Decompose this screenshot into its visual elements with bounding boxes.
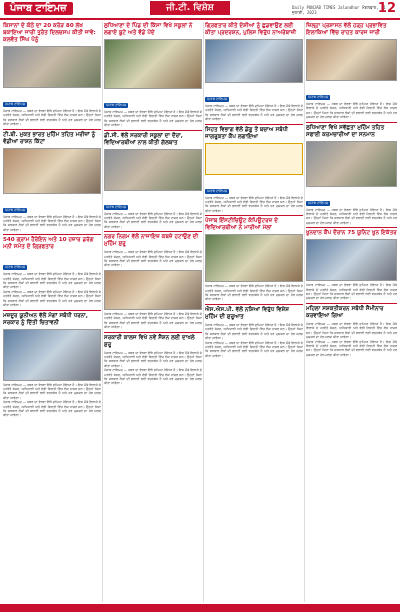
column-1 (3, 22, 101, 602)
footer-bar (0, 604, 400, 612)
headline: ਨਗਰ ਨਿਗਮ ਵੱਲੋਂ ਨਾਜਾਇਜ਼ ਕਬਜ਼ੇ ਹਟਾਉਣ ਦੀ ਮੁਹਿੰਮ ਸ਼ੁਰੂ (104, 234, 199, 248)
byline-tag: ਪੰਜਾਬ ਟਾਇਮਜ਼ (5, 207, 26, 212)
column-2 (104, 22, 202, 602)
byline-tag: ਪੰਜਾਬ ਟਾਇਮਜ਼ (207, 97, 228, 101)
divider (3, 310, 101, 311)
divider (306, 303, 397, 304)
byline-tag: ਪੰਜਾਬ ਟਾਇਮਜ਼ (308, 200, 329, 205)
byline-tag: ਪੰਜਾਬ ਟਾਇਮਜ਼ (106, 103, 127, 107)
column-4 (306, 22, 397, 602)
article-text: ਪੰਜਾਬ ਟਾਇਮਜ਼ — ਖ਼ਬਰ ਦਾ ਵੇਰਵਾ ਇੱਥੇ ਛਪਿਆ ਹੋਇਆ ਹੈ। ਇਸ ਮੌਕੇ ਇਲਾਕੇ ਦੇ ਪਤਵੰਤੇ ਸੱਜਣ, ਅਧਿਕਾਰੀ ਅਤੇ ਵੱਡੀ ਗਿਣਤੀ ਵਿੱਚ ਲੋਕ ਹਾਜ਼ਰ ਸਨ। ਉਨ੍ਹਾਂ ਕਿਹਾ ਕਿ ਸਰਕਾਰ ਲੋਕਾਂ ਦੀ ਭਲਾਈ ਲਈ ਵਚਨਬੱਧ ਹੈ ਅਤੇ ਹਰ ਮੁਸ਼ਕਲ ਦਾ ਹੱਲ ਜਲਦ ਕੀਤਾ ਜਾਵੇਗਾ। (205, 284, 303, 302)
article-text: ਪੰਜਾਬ ਟਾਇਮਜ਼ — ਖ਼ਬਰ ਦਾ ਵੇਰਵਾ ਇੱਥੇ ਛਪਿਆ ਹੋਇਆ ਹੈ। ਇਸ ਮੌਕੇ ਇਲਾਕੇ ਦੇ ਪਤਵੰਤੇ ਸੱਜਣ, ਅਧਿਕਾਰੀ ਅਤੇ ਵੱਡੀ ਗਿਣਤੀ ਵਿੱਚ ਲੋਕ ਹਾਜ਼ਰ ਸਨ। ਉਨ੍ਹਾਂ ਕਿਹਾ ਕਿ ਸਰਕਾਰ ਲੋਕਾਂ ਦੀ ਭਲਾਈ ਲਈ ਵਚਨਬੱਧ ਹੈ ਅਤੇ ਹਰ ਮੁਸ਼ਕਲ ਦਾ ਹੱਲ ਜਲਦ ਕੀਤਾ ਜਾਵੇਗਾ। (205, 340, 303, 358)
column-divider (304, 22, 305, 602)
column-3 (205, 22, 303, 602)
article-text: ਪੰਜਾਬ ਟਾਇਮਜ਼ — ਖ਼ਬਰ ਦਾ ਵੇਰਵਾ ਇੱਥੇ ਛਪਿਆ ਹੋਇਆ ਹੈ। ਇਸ ਮੌਕੇ ਇਲਾਕੇ ਦੇ ਪਤਵੰਤੇ ਸੱਜਣ, ਅਧਿਕਾਰੀ ਅਤੇ ਵੱਡੀ ਗਿਣਤੀ ਵਿੱਚ ਲੋਕ ਹਾਜ਼ਰ ਸਨ। ਉਨ੍ਹਾਂ ਕਿਹਾ ਕਿ ਸਰਕਾਰ ਲੋਕਾਂ ਦੀ ਭਲਾਈ ਲਈ ਵਚਨਬੱਧ ਹੈ ਅਤੇ ਹਰ ਮੁਸ਼ਕਲ ਦਾ ਹੱਲ ਜਲਦ ਕੀਤਾ ਜਾਵੇਗਾ। (205, 322, 303, 341)
article-text: ਪੰਜਾਬ ਟਾਇਮਜ਼ — ਖ਼ਬਰ ਦਾ ਵੇਰਵਾ ਇੱਥੇ ਛਪਿਆ ਹੋਇਆ ਹੈ। ਇਸ ਮੌਕੇ ਇਲਾਕੇ ਦੇ ਪਤਵੰਤੇ ਸੱਜਣ, ਅਧਿਕਾਰੀ ਅਤੇ ਵੱਡੀ ਗਿਣਤੀ ਵਿੱਚ ਲੋਕ ਹਾਜ਼ਰ ਸਨ। ਉਨ੍ਹਾਂ ਕਿਹਾ ਕਿ ਸਰਕਾਰ ਲੋਕਾਂ ਦੀ ਭਲਾਈ ਲਈ ਵਚਨਬੱਧ ਹੈ ਅਤੇ ਹਰ ਮੁਸ਼ਕਲ ਦਾ ਹੱਲ ਜਲਦ ਕੀਤਾ ਜਾਵੇਗਾ। (104, 368, 202, 386)
divider (3, 129, 101, 130)
article-text: ਪੰਜਾਬ ਟਾਇਮਜ਼ — ਖ਼ਬਰ ਦਾ ਵੇਰਵਾ ਇੱਥੇ ਛਪਿਆ ਹੋਇਆ ਹੈ। ਇਸ ਮੌਕੇ ਇਲਾਕੇ ਦੇ ਪਤਵੰਤੇ ਸੱਜਣ, ਅਧਿਕਾਰੀ ਅਤੇ ਵੱਡੀ ਗਿਣਤੀ ਵਿੱਚ ਲੋਕ ਹਾਜ਼ਰ ਸਨ। ਉਨ੍ਹਾਂ ਕਿਹਾ ਕਿ ਸਰਕਾਰ ਲੋਕਾਂ ਦੀ ਭਲਾਈ ਲਈ ਵਚਨਬੱਧ ਹੈ ਅਤੇ ਹਰ ਮੁਸ਼ਕਲ ਦਾ ਹੱਲ ਜਲਦ ਕੀਤਾ ਜਾਵੇਗਾ। (205, 195, 303, 213)
article-text: ਪੰਜਾਬ ਟਾਇਮਜ਼ — ਖ਼ਬਰ ਦਾ ਵੇਰਵਾ ਇੱਥੇ ਛਪਿਆ ਹੋਇਆ ਹੈ। ਇਸ ਮੌਕੇ ਇਲਾਕੇ ਦੇ ਪਤਵੰਤੇ ਸੱਜਣ, ਅਧਿਕਾਰੀ ਅਤੇ ਵੱਡੀ ਗਿਣਤੀ ਵਿੱਚ ਲੋਕ ਹਾਜ਼ਰ ਸਨ। ਉਨ੍ਹਾਂ ਕਿਹਾ ਕਿ ਸਰਕਾਰ ਲੋਕਾਂ ਦੀ ਭਲਾਈ ਲਈ ਵਚਨਬੱਧ ਹੈ ਅਤੇ ਹਰ ਮੁਸ਼ਕਲ ਦਾ ਹੱਲ ਜਲਦ ਕੀਤਾ ਜਾਵੇਗਾ। (104, 211, 202, 229)
headline: ਖੂਨਦਾਨ ਕੈਂਪ ਦੌਰਾਨ 75 ਯੂਨਿਟ ਖੂਨ ਇਕੱਤਰ (306, 230, 397, 237)
headline: ਪੰਜਾਬ ਇੰਸਟੀਚਿਊਟ ਕੰਪਿਊਟਰਜ਼ ਦੇ ਵਿਦਿਆਰਥੀਆਂ ਨੇ ਮਾਰੀਆਂ ਮੱਲਾਂ (205, 218, 278, 232)
headline: ਸਿਹਤ ਵਿਭਾਗ ਵੱਲੋਂ ਡੇਂਗੂ ਤੋਂ ਬਚਾਅ ਸਬੰਧੀ ਜਾਗਰੂਕਤਾ ਕੈਂਪ ਲਗਾਇਆ (205, 126, 288, 140)
article-text: ਪੰਜਾਬ ਟਾਇਮਜ਼ — ਖ਼ਬਰ ਦਾ ਵੇਰਵਾ ਇੱਥੇ ਛਪਿਆ ਹੋਇਆ ਹੈ। ਇਸ ਮੌਕੇ ਇਲਾਕੇ ਦੇ ਪਤਵੰਤੇ ਸੱਜਣ, ਅਧਿਕਾਰੀ ਅਤੇ ਵੱਡੀ ਗਿਣਤੀ ਵਿੱਚ ਲੋਕ ਹਾਜ਼ਰ ਸਨ। ਉਨ੍ਹਾਂ ਕਿਹਾ ਕਿ ਸਰਕਾਰ ਲੋਕਾਂ ਦੀ ਭਲਾਈ ਲਈ ਵਚਨਬੱਧ ਹੈ ਅਤੇ ਹਰ ਮੁਸ਼ਕਲ ਦਾ ਹੱਲ ਜਲਦ ਕੀਤਾ ਜਾਵੇਗਾ। (3, 382, 101, 400)
news-photo (104, 270, 202, 310)
page-number: 12 (377, 1, 396, 16)
article-text: ਪੰਜਾਬ ਟਾਇਮਜ਼ — ਖ਼ਬਰ ਦਾ ਵੇਰਵਾ ਇੱਥੇ ਛਪਿਆ ਹੋਇਆ ਹੈ। ਇਸ ਮੌਕੇ ਇਲਾਕੇ ਦੇ ਪਤਵੰਤੇ ਸੱਜਣ, ਅਧਿਕਾਰੀ ਅਤੇ ਵੱਡੀ ਗਿਣਤੀ ਵਿੱਚ ਲੋਕ ਹਾਜ਼ਰ ਸਨ। ਉਨ੍ਹਾਂ ਕਿਹਾ ਕਿ ਸਰਕਾਰ ਲੋਕਾਂ ਦੀ ਭਲਾਈ ਲਈ ਵਚਨਬੱਧ ਹੈ ਅਤੇ ਹਰ ਮੁਸ਼ਕਲ ਦਾ ਹੱਲ ਜਲਦ ਕੀਤਾ ਜਾਵੇਗਾ। (306, 339, 397, 357)
news-photo (104, 39, 202, 89)
divider (205, 124, 303, 125)
article-text: ਪੰਜਾਬ ਟਾਇਮਜ਼ — ਖ਼ਬਰ ਦਾ ਵੇਰਵਾ ਇੱਥੇ ਛਪਿਆ ਹੋਇਆ ਹੈ। ਇਸ ਮੌਕੇ ਇਲਾਕੇ ਦੇ ਪਤਵੰਤੇ ਸੱਜਣ, ਅਧਿਕਾਰੀ ਅਤੇ ਵੱਡੀ ਗਿਣਤੀ ਵਿੱਚ ਲੋਕ ਹਾਜ਼ਰ ਸਨ। ਉਨ੍ਹਾਂ ਕਿਹਾ ਕਿ ਸਰਕਾਰ ਲੋਕਾਂ ਦੀ ਭਲਾਈ ਲਈ ਵਚਨਬੱਧ ਹੈ ਅਤੇ ਹਰ ਮੁਸ਼ਕਲ ਦਾ ਹੱਲ ਜਲਦ ਕੀਤਾ ਜਾਵੇਗਾ। (104, 350, 202, 368)
article-text: ਪੰਜਾਬ ਟਾਇਮਜ਼ — ਖ਼ਬਰ ਦਾ ਵੇਰਵਾ ਇੱਥੇ ਛਪਿਆ ਹੋਇਆ ਹੈ। ਇਸ ਮੌਕੇ ਇਲਾਕੇ ਦੇ ਪਤਵੰਤੇ ਸੱਜਣ, ਅਧਿਕਾਰੀ ਅਤੇ ਵੱਡੀ ਗਿਣਤੀ ਵਿੱਚ ਲੋਕ ਹਾਜ਼ਰ ਸਨ। ਉਨ੍ਹਾਂ ਕਿਹਾ ਕਿ ਸਰਕਾਰ ਲੋਕਾਂ ਦੀ ਭਲਾਈ ਲਈ ਵਚਨਬੱਧ ਹੈ ਅਤੇ ਹਰ ਮੁਸ਼ਕਲ ਦਾ ਹੱਲ ਜਲਦ ਕੀਤਾ ਜਾਵੇਗਾ। (104, 250, 202, 268)
headline: ਡੀ.ਸੀ. ਵੱਲੋਂ ਸਰਕਾਰੀ ਸਕੂਲਾਂ ਦਾ ਦੌਰਾ, ਵਿਦਿਆਰਥੀਆਂ ਨਾਲ ਕੀਤੀ ਗੱਲਬਾਤ (104, 132, 183, 146)
column-divider (203, 22, 204, 602)
divider (205, 215, 303, 216)
article-text: ਪੰਜਾਬ ਟਾਇਮਜ਼ — ਖ਼ਬਰ ਦਾ ਵੇਰਵਾ ਇੱਥੇ ਛਪਿਆ ਹੋਇਆ ਹੈ। ਇਸ ਮੌਕੇ ਇਲਾਕੇ ਦੇ ਪਤਵੰਤੇ ਸੱਜਣ, ਅਧਿਕਾਰੀ ਅਤੇ ਵੱਡੀ ਗਿਣਤੀ ਵਿੱਚ ਲੋਕ ਹਾਜ਼ਰ ਸਨ। ਉਨ੍ਹਾਂ ਕਿਹਾ ਕਿ ਸਰਕਾਰ ਲੋਕਾਂ ਦੀ ਭਲਾਈ ਲਈ ਵਚਨਬੱਧ ਹੈ ਅਤੇ ਹਰ ਮੁਸ਼ਕਲ ਦਾ ਹੱਲ ਜਲਦ ਕੀਤਾ ਜਾਵੇਗਾ। (3, 400, 101, 418)
headline: ਐਸ.ਐਸ.ਪੀ. ਵੱਲੋਂ ਨਸ਼ਿਆਂ ਵਿਰੁੱਧ ਵਿਸ਼ੇਸ਼ ਮੁਹਿੰਮ ਦੀ ਸ਼ੁਰੂਆਤ (205, 306, 289, 320)
headline: ਗ੍ਰਿਫਤਾਰ ਕੀਤੇ ਦੋਸ਼ੀਆਂ ਨੂੰ ਛੁਡਵਾਉਣ ਲਈ ਕੀਤਾ ਪ੍ਰਦਰਸ਼ਨ, ਪੁਲਿਸ ਵਿਰੁੱਧ ਨਾਅਰੇਬਾਜ਼ੀ (205, 23, 297, 36)
news-photo (205, 39, 303, 83)
byline-tag: ਪੰਜਾਬ ਟਾਇਮਜ਼ (308, 95, 329, 99)
news-photo (104, 149, 202, 191)
divider (306, 227, 397, 228)
article-text: ਪੰਜਾਬ ਟਾਇਮਜ਼ — ਖ਼ਬਰ ਦਾ ਵੇਰਵਾ ਇੱਥੇ ਛਪਿਆ ਹੋਇਆ ਹੈ। ਇਸ ਮੌਕੇ ਇਲਾਕੇ ਦੇ ਪਤਵੰਤੇ ਸੱਜਣ, ਅਧਿਕਾਰੀ ਅਤੇ ਵੱਡੀ ਗਿਣਤੀ ਵਿੱਚ ਲੋਕ ਹਾਜ਼ਰ ਸਨ। ਉਨ੍ਹਾਂ ਕਿਹਾ ਕਿ ਸਰਕਾਰ ਲੋਕਾਂ ਦੀ ਭਲਾਈ ਲਈ ਵਚਨਬੱਧ ਹੈ ਅਤੇ ਹਰ ਮੁਸ਼ਕਲ ਦਾ ਹੱਲ ਜਲਦ ਕੀਤਾ ਜਾਵੇਗਾ। (306, 321, 397, 340)
article-text: ਪੰਜਾਬ ਟਾਇਮਜ਼ — ਖ਼ਬਰ ਦਾ ਵੇਰਵਾ ਇੱਥੇ ਛਪਿਆ ਹੋਇਆ ਹੈ। ਇਸ ਮੌਕੇ ਇਲਾਕੇ ਦੇ ਪਤਵੰਤੇ ਸੱਜਣ, ਅਧਿਕਾਰੀ ਅਤੇ ਵੱਡੀ ਗਿਣਤੀ ਵਿੱਚ ਲੋਕ ਹਾਜ਼ਰ ਸਨ। ਉਨ੍ਹਾਂ ਕਿਹਾ ਕਿ ਸਰਕਾਰ ਲੋਕਾਂ ਦੀ ਭਲਾਈ ਲਈ ਵਚਨਬੱਧ ਹੈ ਅਤੇ ਹਰ ਮੁਸ਼ਕਲ ਦਾ ਹੱਲ ਜਲਦ ਕੀਤਾ ਜਾਵੇਗਾ। (306, 207, 397, 225)
headline: ਕਿਸਾਨਾਂ ਦੇ ਕੋਠੇ ਦਾ 20 ਕਰੋੜ 80 ਲੱਖ ਬਕਾਇਆ ਜਾਰੀ ਤੁਰੰਤ ਦਿਲਚਸਪ ਕੀਤੀ ਜਾਵੇ: ਕਲਵੰਤ ਸਿੰਘ ਪੰਨੂੰ (3, 23, 96, 43)
article-text: ਪੰਜਾਬ ਟਾਇਮਜ਼ — ਖ਼ਬਰ ਦਾ ਵੇਰਵਾ ਇੱਥੇ ਛਪਿਆ ਹੋਇਆ ਹੈ। ਇਸ ਮੌਕੇ ਇਲਾਕੇ ਦੇ ਪਤਵੰਤੇ ਸੱਜਣ, ਅਧਿਕਾਰੀ ਅਤੇ ਵੱਡੀ ਗਿਣਤੀ ਵਿੱਚ ਲੋਕ ਹਾਜ਼ਰ ਸਨ। ਉਨ੍ਹਾਂ ਕਿਹਾ ਕਿ ਸਰਕਾਰ ਲੋਕਾਂ ਦੀ ਭਲਾਈ ਲਈ ਵਚਨਬੱਧ ਹੈ ਅਤੇ ਹਰ ਮੁਸ਼ਕਲ ਦਾ ਹੱਲ ਜਲਦ ਕੀਤਾ ਜਾਵੇਗਾ। (306, 283, 397, 301)
article-text: ਪੰਜਾਬ ਟਾਇਮਜ਼ — ਖ਼ਬਰ ਦਾ ਵੇਰਵਾ ਇੱਥੇ ਛਪਿਆ ਹੋਇਆ ਹੈ। ਇਸ ਮੌਕੇ ਇਲਾਕੇ ਦੇ ਪਤਵੰਤੇ ਸੱਜਣ, ਅਧਿਕਾਰੀ ਅਤੇ ਵੱਡੀ ਗਿਣਤੀ ਵਿੱਚ ਲੋਕ ਹਾਜ਼ਰ ਸਨ। ਉਨ੍ਹਾਂ ਕਿਹਾ ਕਿ ਸਰਕਾਰ ਲੋਕਾਂ ਦੀ ਭਲਾਈ ਲਈ ਵਚਨਬੱਧ ਹੈ ਅਤੇ ਹਰ ਮੁਸ਼ਕਲ ਦਾ ਹੱਲ ਜਲਦ ਕੀਤਾ ਜਾਵੇਗਾ। (3, 109, 101, 127)
byline-tag: ਪੰਜਾਬ ਟਾਇਮਜ਼ (207, 188, 228, 193)
headline: ਮਹਿਲਾ ਸਸ਼ਕਤੀਕਰਨ ਸਬੰਧੀ ਸੈਮੀਨਾਰ ਕਰਵਾਇਆ ਗਿਆ (306, 305, 384, 319)
divider (104, 231, 202, 232)
section-label: ਜੀ.ਟੀ. ਵਿਸ਼ੇਸ਼ (150, 1, 230, 15)
article-text: ਪੰਜਾਬ ਟਾਇਮਜ਼ — ਖ਼ਬਰ ਦਾ ਵੇਰਵਾ ਇੱਥੇ ਛਪਿਆ ਹੋਇਆ ਹੈ। ਇਸ ਮੌਕੇ ਇਲਾਕੇ ਦੇ ਪਤਵੰਤੇ ਸੱਜਣ, ਅਧਿਕਾਰੀ ਅਤੇ ਵੱਡੀ ਗਿਣਤੀ ਵਿੱਚ ਲੋਕ ਹਾਜ਼ਰ ਸਨ। ਉਨ੍ਹਾਂ ਕਿਹਾ ਕਿ ਸਰਕਾਰ ਲੋਕਾਂ ਦੀ ਭਲਾਈ ਲਈ ਵਚਨਬੱਧ ਹੈ ਅਤੇ ਹਰ ਮੁਸ਼ਕਲ ਦਾ ਹੱਲ ਜਲਦ ਕੀਤਾ ਜਾਵੇਗਾ। (3, 289, 101, 308)
headline: 540 ਗ੍ਰਾਮ ਹੈਰੋਇਨ ਅਤੇ 10 ਹਜ਼ਾਰ ਡਰੱਗ ਮਨੀ ਸਮੇਤ ਦੋ ਗ੍ਰਿਫਤਾਰ (3, 237, 94, 251)
divider (104, 332, 202, 333)
divider (205, 304, 303, 305)
advertisement-box (205, 143, 303, 175)
masthead (0, 0, 400, 20)
article-text: ਪੰਜਾਬ ਟਾਇਮਜ਼ — ਖ਼ਬਰ ਦਾ ਵੇਰਵਾ ਇੱਥੇ ਛਪਿਆ ਹੋਇਆ ਹੈ। ਇਸ ਮੌਕੇ ਇਲਾਕੇ ਦੇ ਪਤਵੰਤੇ ਸੱਜਣ, ਅਧਿਕਾਰੀ ਅਤੇ ਵੱਡੀ ਗਿਣਤੀ ਵਿੱਚ ਲੋਕ ਹਾਜ਼ਰ ਸਨ। ਉਨ੍ਹਾਂ ਕਿਹਾ ਕਿ ਸਰਕਾਰ ਲੋਕਾਂ ਦੀ ਭਲਾਈ ਲਈ ਵਚਨਬੱਧ ਹੈ ਅਤੇ ਹਰ ਮੁਸ਼ਕਲ ਦਾ ਹੱਲ ਜਲਦ ਕੀਤਾ ਜਾਵੇਗਾ। (104, 311, 202, 330)
divider (104, 130, 202, 131)
article-text: ਪੰਜਾਬ ਟਾਇਮਜ਼ — ਖ਼ਬਰ ਦਾ ਵੇਰਵਾ ਇੱਥੇ ਛਪਿਆ ਹੋਇਆ ਹੈ। ਇਸ ਮੌਕੇ ਇਲਾਕੇ ਦੇ ਪਤਵੰਤੇ ਸੱਜਣ, ਅਧਿਕਾਰੀ ਅਤੇ ਵੱਡੀ ਗਿਣਤੀ ਵਿੱਚ ਲੋਕ ਹਾਜ਼ਰ ਸਨ। ਉਨ੍ਹਾਂ ਕਿਹਾ ਕਿ ਸਰਕਾਰ ਲੋਕਾਂ ਦੀ ਭਲਾਈ ਲਈ ਵਚਨਬੱਧ ਹੈ ਅਤੇ ਹਰ ਮੁਸ਼ਕਲ ਦਾ ਹੱਲ ਜਲਦ ਕੀਤਾ ਜਾਵੇਗਾ। (3, 214, 101, 232)
news-photo (3, 329, 101, 381)
divider (3, 234, 101, 235)
news-photo (306, 39, 397, 81)
dateline: Daily PUNJAB TIMES Jalandhar ਮੰਗਲਵਾਰ, 11 ਜੁਲਾਈ, 2023 (292, 5, 386, 15)
article-text: ਪੰਜਾਬ ਟਾਇਮਜ਼ — ਖ਼ਬਰ ਦਾ ਵੇਰਵਾ ਇੱਥੇ ਛਪਿਆ ਹੋਇਆ ਹੈ। ਇਸ ਮੌਕੇ ਇਲਾਕੇ ਦੇ ਪਤਵੰਤੇ ਸੱਜਣ, ਅਧਿਕਾਰੀ ਅਤੇ ਵੱਡੀ ਗਿਣਤੀ ਵਿੱਚ ਲੋਕ ਹਾਜ਼ਰ ਸਨ। ਉਨ੍ਹਾਂ ਕਿਹਾ ਕਿ ਸਰਕਾਰ ਲੋਕਾਂ ਦੀ ਭਲਾਈ ਲਈ ਵਚਨਬੱਧ ਹੈ ਅਤੇ ਹਰ ਮੁਸ਼ਕਲ ਦਾ ਹੱਲ ਜਲਦ ਕੀਤਾ ਜਾਵੇਗਾ। (104, 110, 202, 128)
news-photo (306, 239, 397, 281)
byline-tag: ਪੰਜਾਬ ਟਾਇਮਜ਼ (5, 102, 26, 106)
article-text: ਪੰਜਾਬ ਟਾਇਮਜ਼ — ਖ਼ਬਰ ਦਾ ਵੇਰਵਾ ਇੱਥੇ ਛਪਿਆ ਹੋਇਆ ਹੈ। ਇਸ ਮੌਕੇ ਇਲਾਕੇ ਦੇ ਪਤਵੰਤੇ ਸੱਜਣ, ਅਧਿਕਾਰੀ ਅਤੇ ਵੱਡੀ ਗਿਣਤੀ ਵਿੱਚ ਲੋਕ ਹਾਜ਼ਰ ਸਨ। ਉਨ੍ਹਾਂ ਕਿਹਾ ਕਿ ਸਰਕਾਰ ਲੋਕਾਂ ਦੀ ਭਲਾਈ ਲਈ ਵਚਨਬੱਧ ਹੈ ਅਤੇ ਹਰ ਮੁਸ਼ਕਲ ਦਾ ਹੱਲ ਜਲਦ ਕੀਤਾ ਜਾਵੇਗਾ। (3, 272, 101, 290)
newspaper-title: ਪੰਜਾਬ ਟਾਇਮਜ਼ (4, 2, 73, 15)
article-text: ਪੰਜਾਬ ਟਾਇਮਜ਼ — ਖ਼ਬਰ ਦਾ ਵੇਰਵਾ ਇੱਥੇ ਛਪਿਆ ਹੋਇਆ ਹੈ। ਇਸ ਮੌਕੇ ਇਲਾਕੇ ਦੇ ਪਤਵੰਤੇ ਸੱਜਣ, ਅਧਿਕਾਰੀ ਅਤੇ ਵੱਡੀ ਗਿਣਤੀ ਵਿੱਚ ਲੋਕ ਹਾਜ਼ਰ ਸਨ। ਉਨ੍ਹਾਂ ਕਿਹਾ ਕਿ ਸਰਕਾਰ ਲੋਕਾਂ ਦੀ ਭਲਾਈ ਲਈ ਵਚਨਬੱਧ ਹੈ ਅਤੇ ਹਰ ਮੁਸ਼ਕਲ ਦਾ ਹੱਲ ਜਲਦ ਕੀਤਾ ਜਾਵੇਗਾ। (306, 102, 397, 120)
news-photo (3, 46, 101, 88)
divider (306, 122, 397, 123)
column-divider (102, 22, 103, 602)
news-photo (306, 141, 397, 187)
byline-tag: ਪੰਜਾਬ ਟਾਇਮਜ਼ (5, 265, 26, 270)
headline: ਲੁਧਿਆਣਾ ਦੇ ਪਿੰਡ ਦੀ ਕਿੱਸਾ ਵਿਖੇ ਸਕੂਲਾਂ ਨੇ ਲਗਾਏ ਬੂਟੇ ਅਤੇ ਵੰਡੇ ਪੌਦੇ (104, 23, 193, 36)
headline: ਜ਼ਿਲ੍ਹਾ ਪ੍ਰਸ਼ਾਸਨ ਵੱਲੋਂ ਹੜ੍ਹ ਪ੍ਰਭਾਵਿਤ ਇਲਾਕਿਆਂ ਵਿੱਚ ਰਾਹਤ ਕਾਰਜ ਜਾਰੀ (306, 23, 387, 36)
headline: ਲੁਧਿਆਣਾ ਵਿਖੇ ਸਵੱਛਤਾ ਮੁਹਿੰਮ ਤਹਿਤ ਸਫਾਈ ਕਰਮਚਾਰੀਆਂ ਦਾ ਸਨਮਾਨ (306, 124, 385, 138)
article-text: ਪੰਜਾਬ ਟਾਇਮਜ਼ — ਖ਼ਬਰ ਦਾ ਵੇਰਵਾ ਇੱਥੇ ਛਪਿਆ ਹੋਇਆ ਹੈ। ਇਸ ਮੌਕੇ ਇਲਾਕੇ ਦੇ ਪਤਵੰਤੇ ਸੱਜਣ, ਅਧਿਕਾਰੀ ਅਤੇ ਵੱਡੀ ਗਿਣਤੀ ਵਿੱਚ ਲੋਕ ਹਾਜ਼ਰ ਸਨ। ਉਨ੍ਹਾਂ ਕਿਹਾ ਕਿ ਸਰਕਾਰ ਲੋਕਾਂ ਦੀ ਭਲਾਈ ਲਈ ਵਚਨਬੱਧ ਹੈ ਅਤੇ ਹਰ ਮੁਸ਼ਕਲ ਦਾ ਹੱਲ ਜਲਦ ਕੀਤਾ ਜਾਵੇਗਾ। (205, 104, 303, 122)
byline-tag: ਪੰਜਾਬ ਟਾਇਮਜ਼ (106, 204, 127, 209)
headline: ਮਜ਼ਦੂਰ ਯੂਨੀਅਨ ਵੱਲੋਂ ਮੰਗਾਂ ਸਬੰਧੀ ਧਰਨਾ, ਸਰਕਾਰ ਨੂੰ ਦਿੱਤੀ ਚਿਤਾਵਨੀ (3, 312, 88, 326)
news-photo (205, 234, 303, 282)
headline: ਟੀ.ਬੀ. ਮੁਕਤ ਭਾਰਤ ਮੁਹਿੰਮ ਤਹਿਤ ਮਰੀਜ਼ਾਂ ਨੂੰ ਵੰਡੀਆਂ ਰਾਸ਼ਨ ਕਿੱਟਾਂ (3, 131, 96, 145)
headline: ਸਰਕਾਰੀ ਕਾਲਜ ਵਿਖੇ ਨਵੇਂ ਸੈਸ਼ਨ ਲਈ ਦਾਖਲੇ ਸ਼ੁਰੂ (104, 334, 195, 348)
news-photo (3, 148, 101, 194)
